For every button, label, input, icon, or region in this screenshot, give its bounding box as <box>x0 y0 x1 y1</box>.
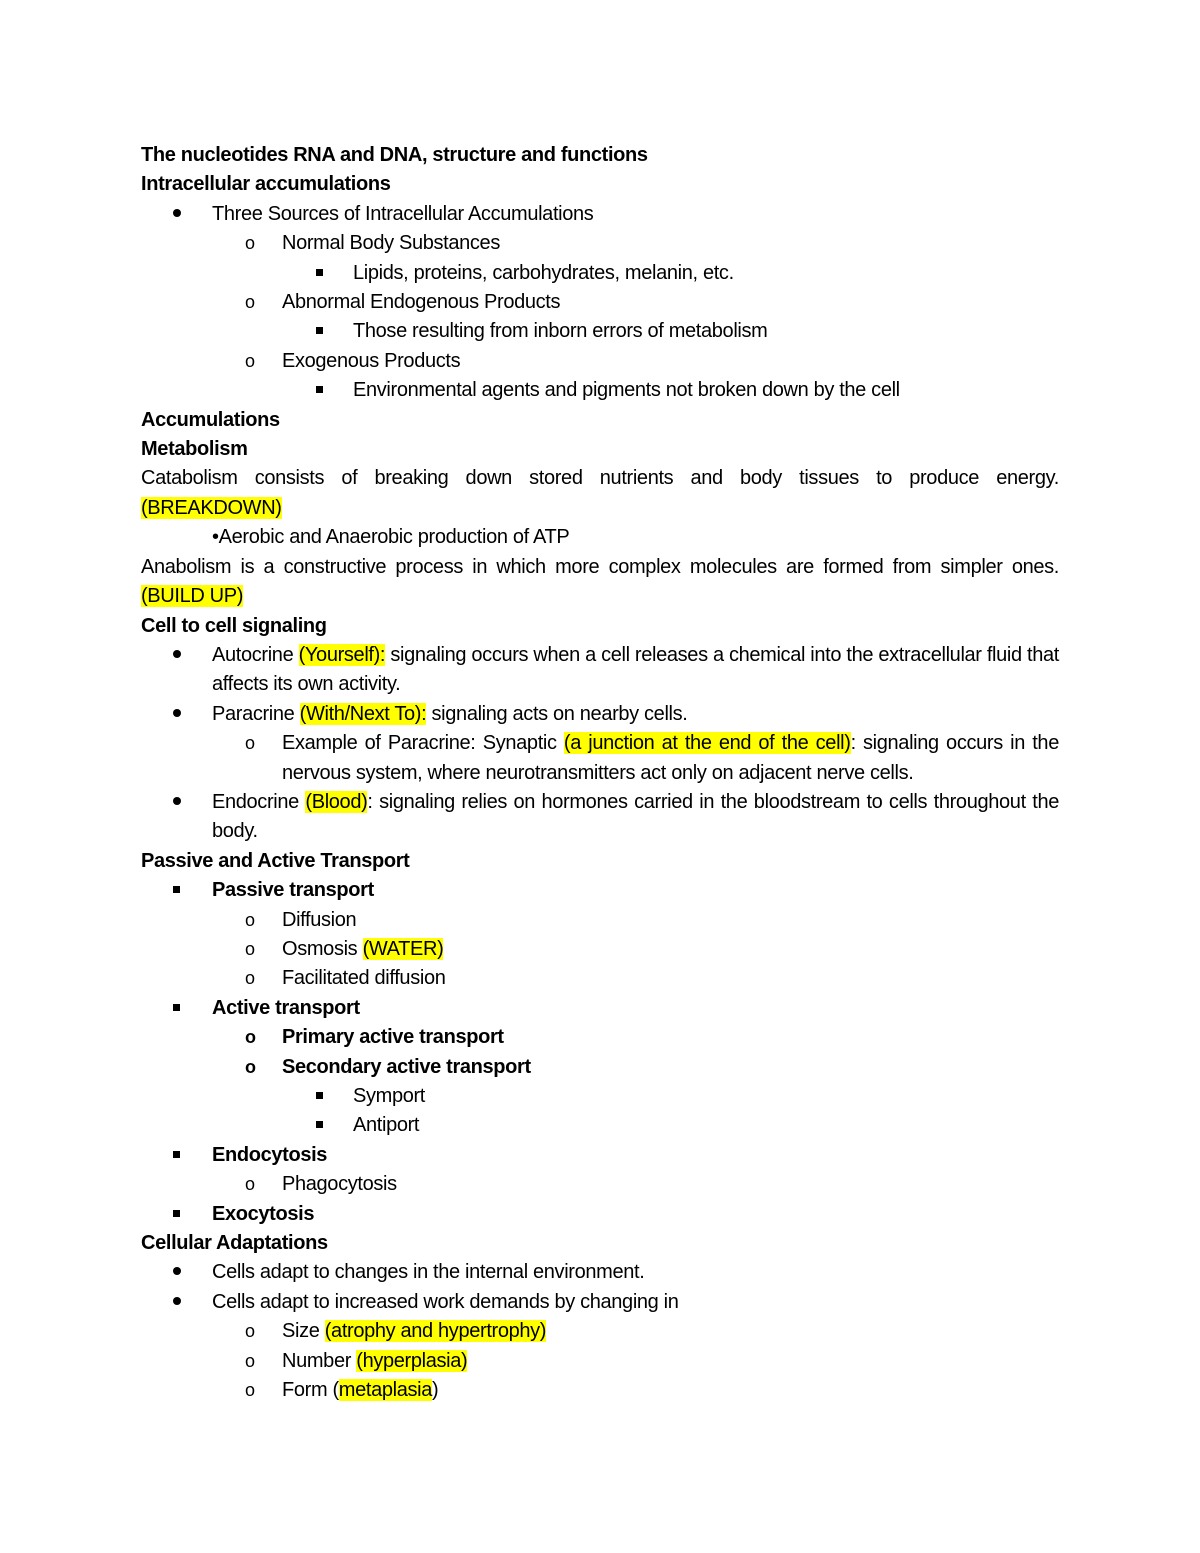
circle-bullet-icon: o <box>245 1056 256 1077</box>
heading-intracellular-accumulations: Intracellular accumulations <box>141 173 391 196</box>
bullet-icon <box>173 1258 203 1287</box>
list-item: o Primary active transport <box>141 1023 1059 1052</box>
heading-nucleotides: The nucleotides RNA and DNA, structure and functions <box>141 144 648 166</box>
list-item: Three Sources of Intracellular Accumulations <box>141 200 1059 229</box>
highlight-water: (WATER) <box>362 937 444 960</box>
list-item: Environmental agents and pigments not broken down by the cell <box>141 376 1059 405</box>
circle-bullet-icon: o <box>245 909 255 930</box>
bullet-icon <box>173 1288 203 1317</box>
heading-cellular-adaptations: Cellular Adaptations <box>141 1232 328 1255</box>
paragraph-catabolism: Catabolism consists of breaking down stored nutrients and body tissues to produce energy. (BREAKDOWN) <box>141 467 1059 519</box>
paragraph-aerobic: •Aerobic and Anaerobic production of ATP <box>212 526 570 549</box>
highlight-breakdown: (BREAKDOWN) <box>141 496 282 519</box>
square-bullet-icon <box>316 1082 346 1111</box>
list-item: Symport <box>141 1082 1059 1111</box>
highlight-metaplasia: metaplasia <box>338 1379 433 1402</box>
circle-bullet-icon: o <box>245 1350 255 1371</box>
list-item: o Diffusion <box>141 906 1059 935</box>
list-item: o Size (atrophy and hypertrophy) <box>141 1317 1059 1346</box>
list-item: o Exogenous Products <box>141 347 1059 376</box>
list-item: Endocytosis <box>141 1141 1059 1170</box>
highlight-atrophy: (atrophy and hypertrophy) <box>324 1320 547 1343</box>
list-item: o Normal Body Substances <box>141 229 1059 258</box>
list-item-endocrine: Endocrine (Blood): signaling relies on hormones carried in the bloodstream to cells throughout the body. <box>141 788 1059 847</box>
circle-bullet-icon: o <box>245 733 255 754</box>
list-item: Antiport <box>141 1111 1059 1140</box>
paragraph-anabolism: Anabolism is a constructive process in which more complex molecules are formed from simpler ones. (BUILD UP) <box>141 555 1059 608</box>
list-item: o Number (hyperplasia) <box>141 1347 1059 1376</box>
bullet-icon <box>173 641 203 670</box>
list-item: Passive transport <box>141 876 1059 905</box>
circle-bullet-icon: o <box>245 938 255 959</box>
list-item: Cells adapt to changes in the internal environment. <box>141 1258 1059 1287</box>
circle-bullet-icon: o <box>245 1380 255 1401</box>
list-item: Cells adapt to increased work demands by changing in <box>141 1288 1059 1317</box>
list-item: o Facilitated diffusion <box>141 964 1059 993</box>
highlight-hyperplasia: (hyperplasia) <box>356 1349 468 1372</box>
square-bullet-icon <box>316 1111 346 1140</box>
heading-metabolism: Metabolism <box>141 438 248 461</box>
list-item: Lipids, proteins, carbohydrates, melanin, etc. <box>141 259 1059 288</box>
square-bullet-icon <box>173 1141 203 1170</box>
highlight-build-up: (BUILD UP) <box>141 585 244 608</box>
square-bullet-icon <box>316 317 346 346</box>
circle-bullet-icon: o <box>245 350 255 371</box>
circle-bullet-icon: o <box>245 1174 255 1195</box>
square-bullet-icon <box>173 876 203 905</box>
document-page <box>141 141 1059 1405</box>
highlight-junction: (a junction at the end of the cell) <box>563 732 851 755</box>
list-item: o Osmosis (WATER) <box>141 935 1059 964</box>
circle-bullet-icon: o <box>245 1321 255 1342</box>
list-item: o Secondary active transport <box>141 1053 1059 1082</box>
heading-accumulations: Accumulations <box>141 408 280 431</box>
highlight-with-next-to: (With/Next To): <box>299 702 427 725</box>
list-item-paracrine: Paracrine (With/Next To): signaling acts on nearby cells. <box>141 700 1059 729</box>
bullet-icon <box>173 700 203 729</box>
list-item: o Abnormal Endogenous Products <box>141 288 1059 317</box>
square-bullet-icon <box>316 376 346 405</box>
heading-cell-signaling: Cell to cell signaling <box>141 614 327 637</box>
bullet-icon <box>173 788 203 817</box>
heading-transport: Passive and Active Transport <box>141 849 410 872</box>
list-item: o Phagocytosis <box>141 1170 1059 1199</box>
bullet-icon <box>173 200 203 229</box>
highlight-yourself: (Yourself): <box>298 643 386 666</box>
square-bullet-icon <box>173 994 203 1023</box>
circle-bullet-icon: o <box>245 233 255 254</box>
list-item: Exocytosis <box>141 1200 1059 1229</box>
square-bullet-icon <box>316 259 346 288</box>
circle-bullet-icon: o <box>245 1027 256 1048</box>
list-item-synaptic: o Example of Paracrine: Synaptic (a junction at the end of the cell): signaling occurs in the nervous system, where neurotransmitters act only on adjacent nerve cells. <box>141 729 1059 788</box>
highlight-blood: (Blood) <box>305 790 368 813</box>
list-item: o Form (metaplasia) <box>141 1376 1059 1405</box>
circle-bullet-icon: o <box>245 968 255 989</box>
list-item-autocrine: Autocrine (Yourself): signaling occurs when a cell releases a chemical into the extracellular fluid that affects its own activity. <box>141 641 1059 700</box>
list-item: Those resulting from inborn errors of metabolism <box>141 317 1059 346</box>
list-item: Active transport <box>141 994 1059 1023</box>
circle-bullet-icon: o <box>245 292 255 313</box>
square-bullet-icon <box>173 1200 203 1229</box>
